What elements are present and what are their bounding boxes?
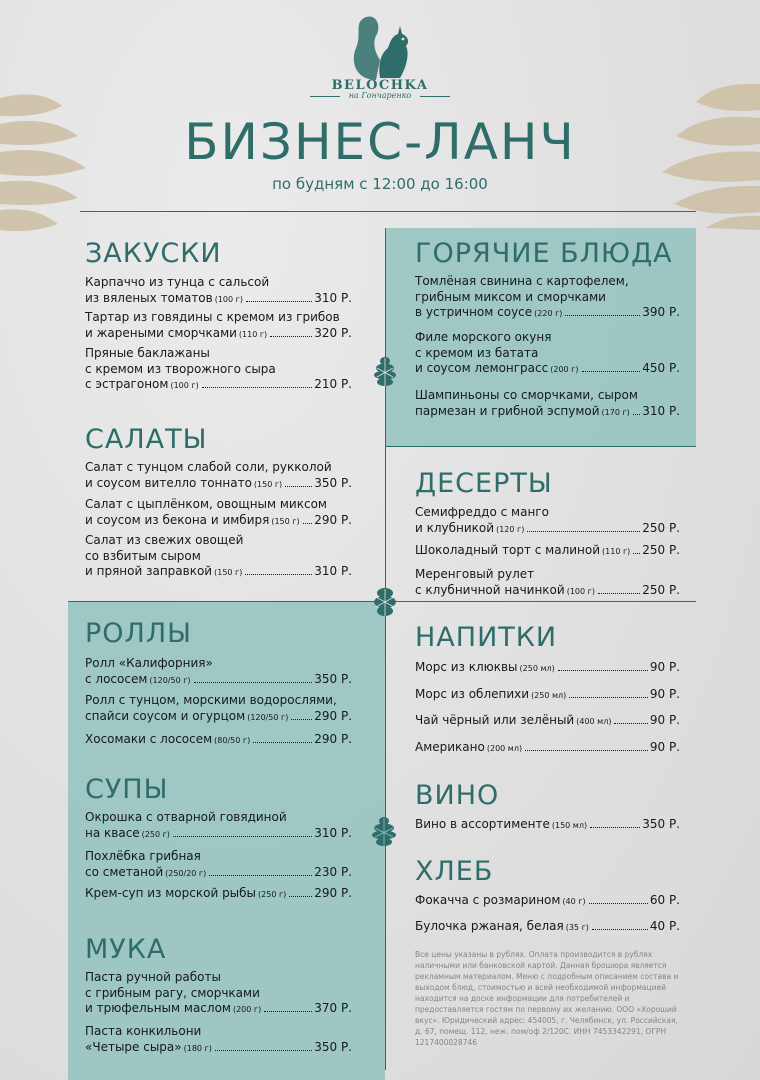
menu-item: Похлёбка грибная со сметаной (250/20 г) 230 Р.	[85, 849, 352, 879]
item-price: 290 Р.	[314, 732, 352, 746]
menu-item: Окрошка с отварной говядиной на квасе (250 г) 310 Р.	[85, 810, 352, 840]
section-title-hleb: ХЛЕБ	[415, 856, 494, 887]
section-title-supy: СУПЫ	[85, 774, 169, 805]
item-price: 370 Р.	[314, 1001, 352, 1015]
menu-item: Шампиньоны со сморчками, сыром пармезан и грибной эспумой (170 г) 310 Р.	[415, 388, 680, 418]
menu-item: Тартар из говядины с кремом из грибов и жареными сморчками (110 г) 320 Р.	[85, 310, 352, 340]
item-price: 40 Р.	[649, 919, 680, 933]
divider-above-rolly	[68, 601, 385, 602]
menu-item: Салат с тунцом слабой соли, рукколой и соусом вителло тоннато (150 г) 350 Р.	[85, 460, 352, 490]
menu-item: Паста конкильони «Четыре сыра» (180 г) 350 Р.	[85, 1024, 352, 1054]
item-price: 310 Р.	[314, 825, 352, 840]
item-price: 390 Р.	[642, 305, 680, 319]
item-price: 210 Р.	[314, 377, 352, 391]
section-title-deserty: ДЕСЕРТЫ	[415, 468, 553, 499]
menu-item: Семифреддо с манго и клубникой (120 г) 250 Р.	[415, 505, 680, 535]
legal-footnote: Все цены указаны в рублях. Оплата производится в рублях наличными или банковской картой. Данная брошюра является рекламным материалом. Меню с подробным описанием состава и выходом блюд, стоимостью и всей необходимой информацией находится на доске информации для потребителей и предоставляется гостям по первому их желанию. ООО «Хороший вкус». Юридический адрес: 454005, г. Челябинск, ул. Российская, д. 67, помещ. 112, неж. пом/оф 2/120С. ИНН 7453342291, ОГРН 1217400028746	[415, 950, 679, 1047]
menu-item: Чай чёрный или зелёный (400 мл) 90 Р.	[415, 713, 680, 727]
menu-item: Морс из клюквы (250 мл) 90 Р.	[415, 660, 680, 674]
section-title-vino: ВИНО	[415, 780, 500, 811]
pine-cone-icon	[372, 355, 398, 389]
pine-cone-icon	[372, 586, 398, 618]
item-price: 250 Р.	[642, 543, 680, 557]
menu-item: Томлёная свинина с картофелем, грибным миксом и сморчками в устричном соусе (220 г) 390 Р.	[415, 274, 680, 319]
item-price: 350 Р.	[314, 671, 352, 686]
item-price: 450 Р.	[642, 361, 680, 375]
menu-item: Булочка ржаная, белая (35 г) 40 Р.	[415, 919, 680, 933]
item-price: 290 Р.	[314, 886, 352, 900]
page-subtitle: по будням с 12:00 до 16:00	[272, 175, 488, 193]
item-price: 310 Р.	[314, 564, 352, 578]
item-price: 250 Р.	[642, 520, 680, 535]
section-title-salaty: САЛАТЫ	[85, 424, 208, 455]
menu-item: Вино в ассортименте (150 мл) 350 Р.	[415, 817, 680, 831]
menu-item: Хосомаки с лососем (80/50 г) 290 Р.	[85, 732, 352, 746]
pine-cone-left-decoration	[0, 88, 90, 238]
item-price: 250 Р.	[642, 582, 680, 597]
divider-above-napitki	[385, 601, 696, 602]
menu-item: Шоколадный торт с малиной (110 г) 250 Р.	[415, 543, 680, 557]
item-price: 230 Р.	[314, 864, 352, 879]
menu-item: Пряные баклажаны с кремом из творожного сыра с эстрагоном (100 г) 210 Р.	[85, 346, 352, 391]
menu-item: Салат с цыплёнком, овощным миксом и соусом из бекона и имбиря (150 г) 290 Р.	[85, 497, 352, 527]
menu-item: Морс из облепихи (250 мл) 90 Р.	[415, 687, 680, 701]
menu-item: Паста ручной работы с грибным рагу, сморчками и трюфельным маслом (200 г) 370 Р.	[85, 970, 352, 1015]
menu-item: Ролл с тунцом, морскими водорослями, спайси соусом и огурцом (120/50 г) 290 Р.	[85, 693, 352, 723]
menu-item: Меренговый рулет с клубничной начинкой (100 г) 250 Р.	[415, 567, 680, 597]
brand-tagline: на Гончаренко	[348, 91, 412, 100]
item-price: 350 Р.	[314, 475, 352, 490]
item-price: 290 Р.	[314, 708, 352, 723]
item-price: 350 Р.	[314, 1039, 352, 1054]
menu-item: Фокачча с розмарином (40 г) 60 Р.	[415, 893, 680, 907]
brand-name: BELOCHKA	[331, 78, 429, 93]
page-title: БИЗНЕС-ЛАНЧ	[184, 113, 576, 171]
header-divider	[80, 211, 696, 212]
section-title-goryachie: ГОРЯЧИЕ БЛЮДА	[415, 238, 673, 269]
section-title-zakuski: ЗАКУСКИ	[85, 238, 222, 269]
menu-item: Американо (200 мл) 90 Р.	[415, 740, 680, 754]
item-price: 90 Р.	[649, 740, 680, 754]
pine-cone-icon	[370, 815, 398, 849]
item-price: 320 Р.	[314, 325, 352, 340]
menu-item: Салат из свежих овощей со взбитым сыром и пряной заправкой (150 г) 310 Р.	[85, 533, 352, 578]
item-price: 90 Р.	[649, 713, 680, 727]
section-title-rolly: РОЛЛЫ	[85, 618, 192, 649]
menu-item: Крем-суп из морской рыбы (250 г) 290 Р.	[85, 886, 352, 900]
menu-item: Ролл «Калифорния» с лососем (120/50 г) 350 Р.	[85, 656, 352, 686]
menu-item: Карпаччо из тунца с сальсой из вяленых томатов (100 г) 310 Р.	[85, 275, 352, 305]
menu-item: Филе морского окуня с кремом из батата и соусом лемонграсс (200 г) 450 Р.	[415, 330, 680, 375]
item-price: 350 Р.	[642, 817, 680, 831]
section-title-napitki: НАПИТКИ	[415, 622, 558, 653]
squirrel-logo	[346, 14, 414, 84]
item-price: 310 Р.	[642, 403, 680, 418]
section-title-muka: МУКА	[85, 934, 167, 965]
item-price: 60 Р.	[649, 893, 680, 907]
item-price: 90 Р.	[649, 660, 680, 674]
item-price: 90 Р.	[649, 687, 680, 701]
divider-under-goryachie	[385, 446, 696, 447]
item-price: 310 Р.	[314, 290, 352, 305]
item-price: 290 Р.	[314, 512, 352, 527]
